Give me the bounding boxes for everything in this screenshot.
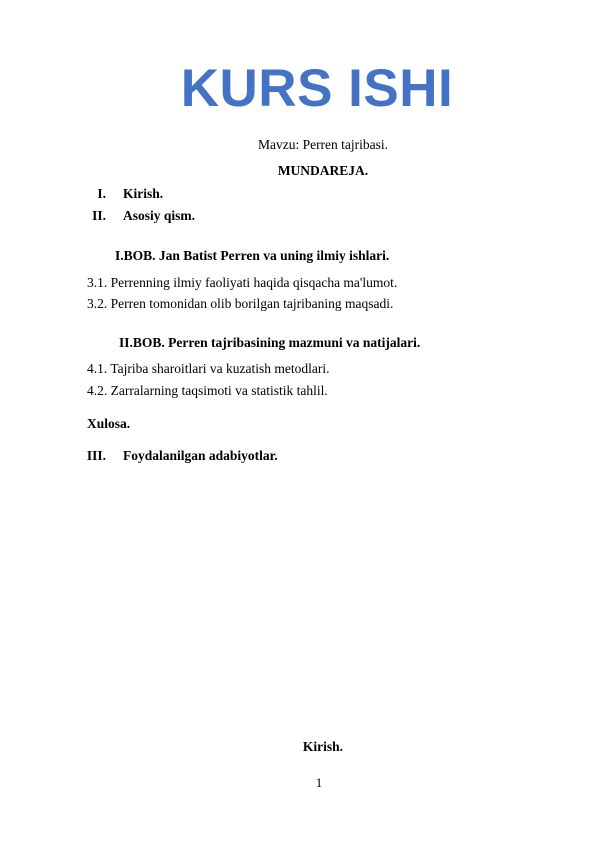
toc-chapter-1-title: I.BOB. Jan Batist Perren va uning ilmiy ishlari. (115, 248, 390, 263)
next-section-heading: Kirish. (302, 739, 344, 754)
toc-item-label: Kirish. (123, 186, 164, 201)
document-topic: Mavzu: Perren tajribasi. (257, 137, 389, 152)
document-title: KURS ISHI (180, 59, 454, 118)
toc-item-numeral: III. (86, 448, 106, 463)
toc-item-label: Asosiy qism. (123, 208, 196, 223)
toc-conclusion: Xulosa. (87, 416, 131, 431)
toc-chapter-2-title: II.BOB. Perren tajribasining mazmuni va natijalari. (119, 335, 421, 350)
toc-item-numeral: II. (92, 208, 106, 223)
toc-item-numeral: I. (97, 186, 106, 201)
table-of-contents-heading: MUNDAREJA. (277, 163, 369, 178)
toc-section-4-1: 4.1. Tajriba sharoitlari va kuzatish metodlari. (87, 361, 330, 376)
toc-section-3-2: 3.2. Perren tomonidan olib borilgan tajribaning maqsadi. (87, 296, 394, 311)
page-number: 1 (315, 775, 323, 790)
toc-section-4-2: 4.2. Zarralarning taqsimoti va statistik tahlil. (87, 383, 328, 398)
toc-item-label: Foydalanilgan adabiyotlar. (123, 448, 278, 463)
toc-section-3-1: 3.1. Perrenning ilmiy faoliyati haqida qisqacha ma'lumot. (87, 275, 398, 290)
